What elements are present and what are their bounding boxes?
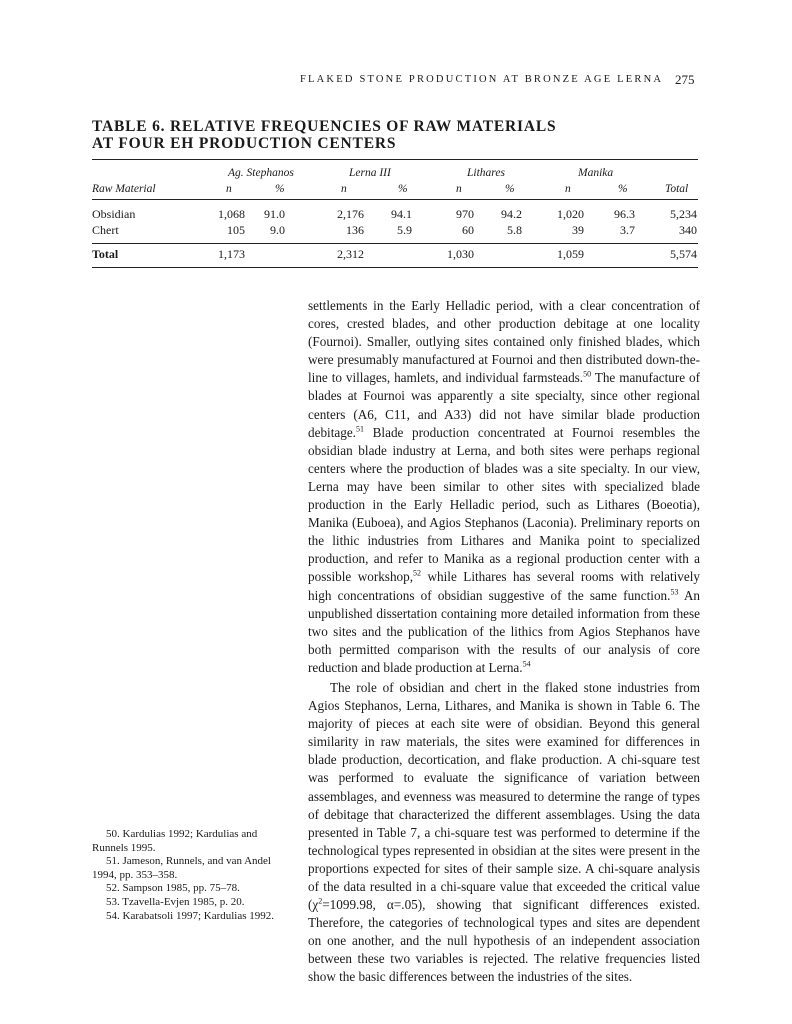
column-header-n: n [341,183,347,195]
footnote-52: 52. Sampson 1985, pp. 75–78. [106,882,240,895]
table-cell: 1,173 [218,247,245,261]
footnote-54: 54. Karabatsoli 1997; Kardulias 1992. [106,909,275,922]
table-cell: 96.3 [614,207,635,221]
text-run: The role of obsidian and chert in the flaked stone industries from Agios Stephanos, Lerna, Lithares, and Manika is shown in Table 6. The majority of pieces at each site were of obsidian. Beyond this general similarity in raw materials, the sites were examined for differences in blade production, decortication, and flake production. A chi-square test was performed to evaluate the significance of variation between assemblages, and evenness was measured to determine the range of types of debitage that characterized the different assemblages. Using the data presented in Table 7, a chi-square test was performed to determine if the technological types represented in obsidian at the sites were present in the proportions expected for sites of their sample size. A chi-square analysis of the data resulted in a chi-square value that exceeded the critical value (χ [308,679,700,913]
table-cell: 9.0 [270,223,285,237]
table-cell: 105 [227,223,245,237]
table-cell: 340 [679,223,697,237]
group-header-lerna-iii: Lerna III [349,167,391,179]
text-run: The manufacture of blades at Fournoi was apparently a site specialty, since other regional centers (A6, C11, and A33) did not have similar blade production debitage. [308,370,700,440]
group-header-lithares: Lithares [467,167,505,179]
column-header-pct: % [398,183,408,195]
row-label-obsidian: Obsidian [92,207,136,221]
text-run: while Lithares has several rooms with relatively high concentrations of obsidian suggestive of the same function. [308,569,701,603]
table-cell: 2,312 [337,247,364,261]
column-header-n: n [456,183,462,195]
footnote-ref-52: 52 [413,569,422,579]
column-header-pct: % [275,183,285,195]
paragraph-2 [308,679,700,987]
table-cell: 1,030 [447,247,474,261]
table-cell: 1,068 [218,207,245,221]
footnote-ref-51: 51 [355,424,364,434]
text-run: settlements in the Early Helladic period, with a clear concentration of cores, crested blades, and other production debitage at one locality (Fournoi). Smaller, outlying sites contained only finished blades, which were presumably manufactured at Fournoi and then distributed down-the-line to villages, hamlets, and individual farmsteads. [308,298,700,386]
table-cell: 60 [462,223,474,237]
chi-superscript: 2 [318,896,323,906]
table-cell: 94.2 [501,207,522,221]
footnote-ref-50: 50 [583,369,592,379]
footnote-ref-53: 53 [670,587,679,597]
text-run: =1099.98, α=.05), showing that significant differences existed. Therefore, the categories of technological types and sites are dependent on one another, and the null hypothesis of an independent association between these two variables is rejected. The relative frequencies listed show the basic differences between the industries of the sites. [308,897,700,985]
table-cell: 94.1 [391,207,412,221]
table-title [92,118,556,152]
text-run: An unpublished dissertation containing more detailed information from these two sites and the publication of the lithics from Agios Stephanos have both permitted comparison with the results of our analysis of core reduction and blade production at Lerna. [308,587,700,675]
column-header-pct: % [505,183,515,195]
table-cell: 5.8 [507,223,522,237]
table-cell: 91.0 [264,207,285,221]
row-label-chert: Chert [92,223,119,237]
table-cell: 39 [572,223,584,237]
column-header-pct: % [618,183,628,195]
group-header-manika: Manika [578,167,614,179]
table-cell: 1,059 [557,247,584,261]
table-bottom-rule [92,267,698,268]
column-header-n: n [565,183,571,195]
group-header-ag-stephanos: Ag. Stephanos [228,167,294,179]
column-header-n: n [226,183,232,195]
table-cell: 5.9 [397,223,412,237]
footnote-53: 53. Tzavella-Evjen 1985, p. 20. [106,895,245,908]
body-text [308,297,700,987]
running-head: FLAKED STONE PRODUCTION AT BRONZE AGE LERNA [300,74,664,85]
row-label-total: Total [92,247,119,261]
table-cell: 136 [346,223,364,237]
table-cell: 5,234 [670,207,697,221]
table-total-rule [92,243,698,244]
footnote-ref-54: 54 [522,659,531,669]
footnotes [92,828,282,923]
footnote-50: 50. Kardulias 1992; Kardulias and Runnels 1995. [92,828,258,854]
column-header-raw-material: Raw Material [92,183,156,195]
table-cell: 3.7 [620,223,635,237]
table-cell: 1,020 [557,207,584,221]
footnote-51: 51. Jameson, Runnels, and van Andel 1994, pp. 353–358. [92,855,271,881]
table-cell: 5,574 [670,247,697,261]
page-number: 275 [675,72,695,87]
paragraph-1 [308,297,700,677]
table-header-rule [92,199,698,200]
table-title-line-1: TABLE 6. RELATIVE FREQUENCIES OF RAW MATERIALS [92,118,557,135]
table-title-line-2: AT FOUR EH PRODUCTION CENTERS [92,135,397,152]
table-cell: 970 [456,207,474,221]
text-run: Blade production concentrated at Fournoi resembles the obsidian blade industry at Lerna, and both sites were perhaps regional centers where the production of blades was a site specialty. In our view, Lerna may have been similar to other sites with specialized blade production in the Early Helladic period, such as Lithares (Boeotia), Manika (Euboea), and Agios Stephanos (Laconia). Preliminary reports on the lithic industries from Lithares and Manika point to specialized production, and refer to Manika as a regional production center with a possible workshop, [308,424,700,585]
column-header-total: Total [665,183,689,195]
table-cell: 2,176 [337,207,364,221]
table-top-rule [92,159,698,160]
